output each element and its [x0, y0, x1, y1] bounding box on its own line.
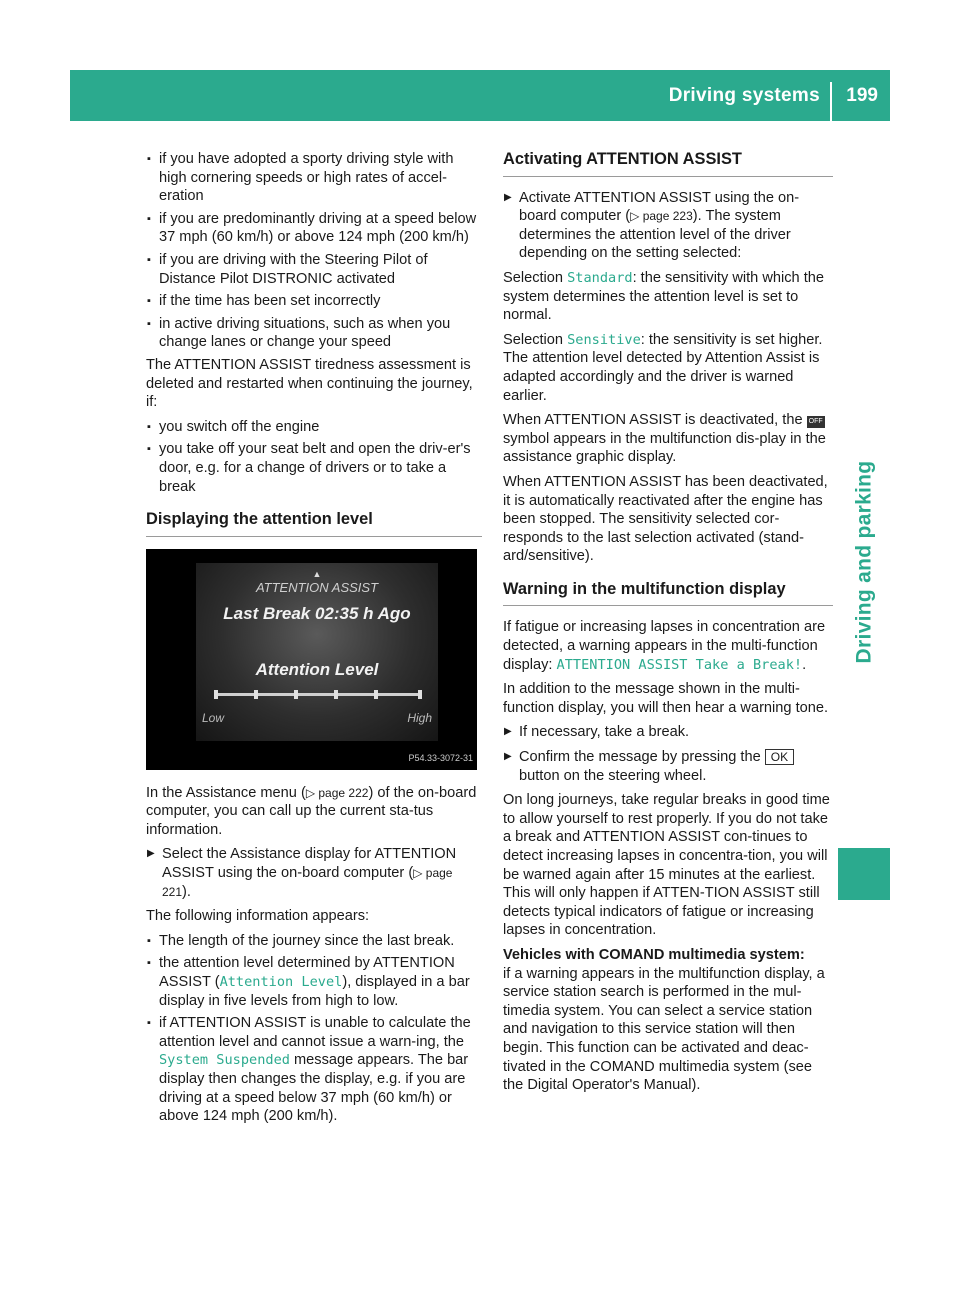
- attention-display-image: [146, 549, 477, 770]
- selection-sensitive-paragraph: Selection Sensitive: the sensitivity is set higher. The attention level detected by Attention Assist is adapted accordingly and the driver is warned earlier.: [503, 331, 823, 404]
- display-panel: [196, 563, 438, 741]
- comand-paragraph: if a warning appears in the multifunction display, a service station search is performed in the mul-timedia system. You can select a service station and navigation to this service station will then begin. This function can be activated and deac-tivated in the COMAND multimedia system (see the Digital Operator's Manual).: [503, 965, 825, 1094]
- fatigue-paragraph: If fatigue or increasing lapses in concentration are detected, a warning appears in the multi-function display: ATTENTION ASSIST Take a Break!.: [503, 619, 826, 673]
- selection-standard-paragraph: Selection Standard: the sensitivity with which the system determines the attention level is set to normal.: [503, 269, 824, 324]
- list-item: ▪ in active driving situations, such as when you change lanes or change your speed: [146, 315, 482, 352]
- chapter-tab-label: Driving and parking: [852, 460, 875, 664]
- list-item: ▪ if you are driving with the Steering Pilot of Distance Pilot DISTRONIC activated: [146, 251, 482, 288]
- level-tick: [294, 690, 298, 699]
- level-tick: [214, 690, 218, 699]
- instruction-step: ▶ Select the Assistance display for ATTENTION ASSIST using the on-board computer (▷ page 221).: [146, 845, 482, 901]
- attention-level-title: Attention Level: [255, 659, 379, 679]
- attention-off-icon: OFF: [807, 416, 825, 428]
- last-break-text: Last Break 02:35 h Ago: [223, 603, 411, 623]
- header-bar: [70, 70, 890, 121]
- level-tick: [334, 690, 338, 699]
- chapter-tab: [838, 306, 890, 818]
- attention-level-bar: [214, 693, 422, 696]
- low-label: Low: [202, 710, 225, 725]
- section-title: Driving systems: [668, 85, 820, 106]
- ok-key-icon: OK: [765, 749, 794, 765]
- list-item: ▪ the attention level determined by ATTENTION ASSIST (Attention Level), displayed in a bar display in five levels from high to low.: [146, 954, 482, 1010]
- level-tick: [254, 690, 258, 699]
- reset-paragraph: The ATTENTION ASSIST tiredness assessment is deleted and restarted when continuing the journey, if:: [146, 356, 473, 411]
- heading-warning: Warning in the multifunction display: [503, 580, 833, 607]
- left-column: [146, 150, 482, 1130]
- heading-displaying-attention: Displaying the attention level: [146, 510, 482, 537]
- page-reference-link[interactable]: ▷ page 223: [630, 209, 693, 224]
- reactivated-paragraph: When ATTENTION ASSIST has been deactivated, it is automatically reactivated after the engine has been stopped. The sensitivity selected cor-responds to the last selection activated (stand-ard/sensitive).: [503, 473, 828, 565]
- assistance-menu-paragraph: In the Assistance menu (▷ page 222) of the on-board computer, you can call up the current sta-tus information.: [146, 784, 477, 838]
- display-message-code: Standard: [567, 269, 633, 286]
- high-label: High: [407, 710, 432, 725]
- header-divider: [830, 82, 832, 122]
- list-item: ▪ you switch off the engine: [146, 418, 482, 437]
- deactivated-paragraph: When ATTENTION ASSIST is deactivated, the OFF symbol appears in the multifunction dis-play in the assistance graphic display.: [503, 412, 826, 466]
- display-message-code: System Suspended: [159, 1052, 290, 1069]
- list-item: ▪ if the time has been set incorrectly: [146, 292, 482, 311]
- following-paragraph: The following information appears:: [146, 908, 370, 925]
- display-message-code: Sensitive: [567, 331, 641, 348]
- list-item: ▪ The length of the journey since the last break.: [146, 932, 482, 951]
- long-journeys-paragraph: On long journeys, take regular breaks in good time to allow yourself to rest properly. If you do not take a break and ATTENTION ASSIST con-tinues to detect increasing lapses in concentra-tion, you will be warned again after 15 minutes at the earliest. This will only happen if ATTEN-TION ASSIST still detects typical indicators of fatigue or increasing lapses in concentration.: [503, 792, 830, 939]
- display-message-code: Attention Level: [219, 974, 343, 991]
- list-item: ▪ you take off your seat belt and open the driv-er's door, e.g. for a change of drivers or to take a break: [146, 440, 482, 496]
- list-item: ▪ if you have adopted a sporty driving style with high cornering speeds or high rates of accel-eration: [146, 150, 482, 206]
- comand-heading: Vehicles with COMAND multimedia system:: [503, 946, 805, 963]
- list-item: ▪ if you are predominantly driving at a speed below 37 mph (60 km/h) or above 124 mph (200 km/h): [146, 210, 482, 247]
- image-reference: P54.33-3072-31: [408, 753, 473, 764]
- instruction-step: ▶ Activate ATTENTION ASSIST using the on-board computer (▷ page 223). The system determines the attention level of the driver depending on the setting selected:: [503, 189, 833, 263]
- warning-tone-paragraph: In addition to the message shown in the multi-function display, you will then hear a warning tone.: [503, 681, 829, 716]
- page-reference-link[interactable]: ▷ page 222: [305, 785, 369, 800]
- instruction-step: ▶ Confirm the message by pressing the OK button on the steering wheel.: [503, 748, 833, 785]
- instruction-step: ▶ If necessary, take a break.: [503, 723, 833, 742]
- right-column: [503, 150, 833, 1101]
- level-tick: [374, 690, 378, 699]
- page-reference-link[interactable]: ▷ page 221: [162, 866, 453, 899]
- display-message-code: ATTENTION ASSIST Take a Break!: [556, 656, 803, 673]
- scroll-up-icon: ▲: [312, 568, 322, 579]
- page-number: 199: [846, 85, 878, 106]
- heading-activating: Activating ATTENTION ASSIST: [503, 150, 833, 177]
- display-subtitle: ATTENTION ASSIST: [255, 579, 379, 595]
- list-item: ▪ if ATTENTION ASSIST is unable to calculate the attention level and cannot issue a warn-ing, the System Suspended message appears. The bar display then changes the display, e.g. if you are driving at a speed below 37 mph (60 km/h) or above 124 mph (200 km/h).: [146, 1014, 482, 1126]
- level-tick: [418, 690, 422, 699]
- chapter-tab-marker: [838, 848, 890, 900]
